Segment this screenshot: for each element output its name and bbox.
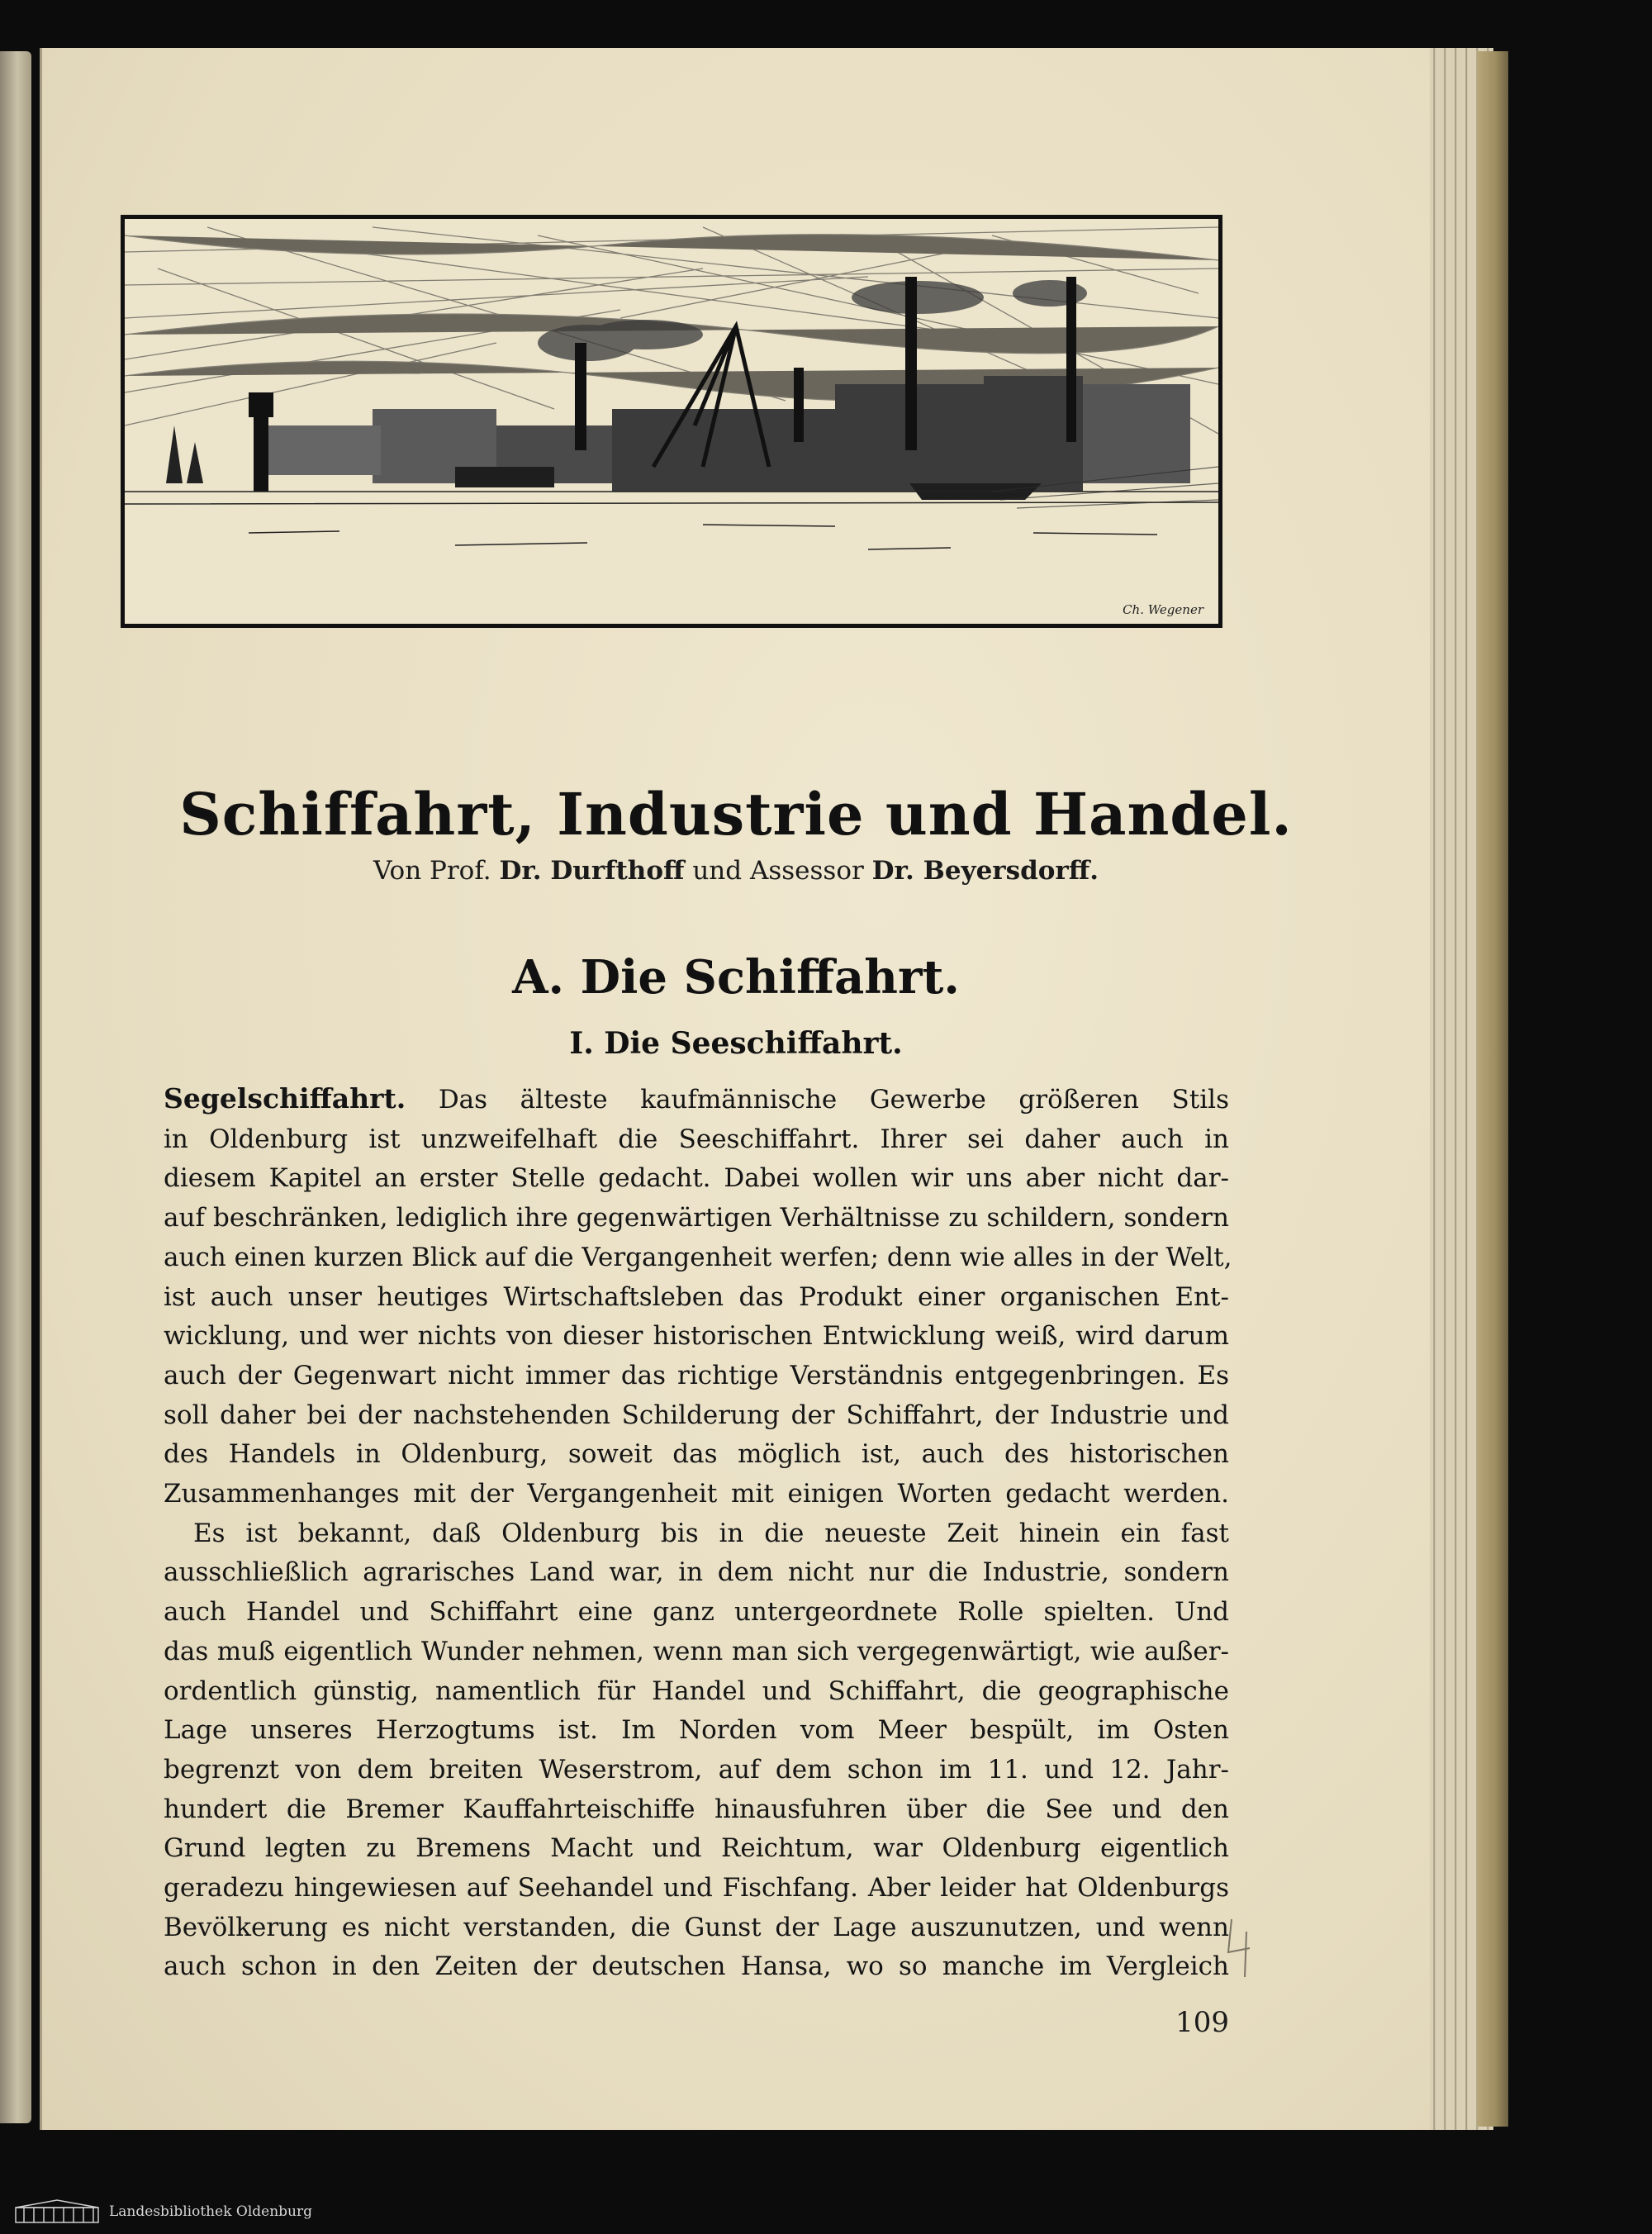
text-line: auch der Gegenwart nicht immer das richtige Verständnis entgegenbringen. Es [164, 1360, 1229, 1390]
byline [42, 856, 1430, 886]
text-line: Zusammenhanges mit der Vergangenheit mit einigen Worten gedacht werden. [164, 1479, 1229, 1509]
byline-middle: und Assessor [692, 856, 864, 886]
library-building-icon [12, 2198, 102, 2226]
text-line: ordentlich günstig, namentlich für Handel und Schiffahrt, die geographische [164, 1676, 1229, 1706]
text-line: auch schon in den Zeiten der deutschen Hansa, wo so manche im Vergleich [164, 1951, 1229, 1982]
text-line: diesem Kapitel an erster Stelle gedacht. Dabei wollen wir uns aber nicht dar- [164, 1163, 1229, 1194]
text-line: ist auch unser heutiges Wirtschaftsleben das Produkt einer organischen Ent- [164, 1281, 1229, 1312]
text-line: Bevölkerung es nicht verstanden, die Gunst der Lage auszunutzen, und wenn [164, 1912, 1229, 1942]
byline-prefix: Von Prof. [373, 856, 491, 886]
previous-page-edge [0, 51, 31, 2123]
engraver-signature: Ch. Wegener [1123, 602, 1203, 617]
text-line: Grund legten zu Bremens Macht und Reichtum, war Oldenburg eigentlich [164, 1833, 1229, 1864]
text-line: in Oldenburg ist unzweifelhaft die Seeschiffahrt. Ihrer sei daher auch in [164, 1124, 1229, 1154]
pencil-annotation [1223, 1915, 1256, 1981]
text-line: hundert die Bremer Kauffahrteischiffe hinausfuhren über die See und den [164, 1794, 1229, 1824]
chapter-title: Schiffahrt, Industrie und Handel. [179, 780, 1293, 848]
book-page [40, 48, 1430, 2130]
text-line: des Handels in Oldenburg, soweit das möglich ist, auch des historischen [164, 1439, 1229, 1470]
text-line: auf beschränken, lediglich ihre gegenwärtigen Verhältnisse zu schildern, sondern [164, 1203, 1229, 1233]
harbor-illustration [125, 219, 1218, 624]
text-line: auch Handel und Schiffahrt eine ganz untergeordnete Rolle spielten. Und [164, 1597, 1229, 1628]
text-line: geradezu hingewiesen auf Seehandel und Fischfang. Aber leider hat Oldenburgs [164, 1873, 1229, 1904]
text-line: Segelschiffahrt. Das älteste kaufmännische Gewerbe größeren Stils [164, 1082, 1229, 1115]
author-2: Dr. Beyersdorff. [871, 856, 1099, 886]
text-line: Es ist bekannt, daß Oldenburg bis in die neueste Zeit hinein ein fast [193, 1518, 1229, 1548]
author-1: Dr. Durfthoff [499, 856, 685, 886]
text-line: ausschließlich agrarisches Land war, in dem nicht nur die Industrie, sondern [164, 1557, 1229, 1588]
subsection-title: I. Die Seeschiffahrt. [569, 1026, 903, 1061]
text-line: das muß eigentlich Wunder nehmen, wenn man sich vergegenwärtigt, wie außer- [164, 1636, 1229, 1666]
library-label: Landesbibliothek Oldenburg [109, 2203, 313, 2220]
page-number: 109 [1175, 2006, 1229, 2039]
text-line: soll daher bei der nachstehenden Schilderung der Schiffahrt, der Industrie und [164, 1400, 1229, 1430]
harbor-engraving [121, 215, 1222, 628]
footer-bar [0, 2191, 1652, 2234]
section-title: A. Die Schiffahrt. [512, 950, 960, 1005]
text-line: begrenzt von dem breiten Weserstrom, auf dem schon im 11. und 12. Jahr- [164, 1754, 1229, 1785]
body-text [164, 1079, 1232, 1987]
book-cover-edge [1477, 51, 1508, 2127]
text-line: Lage unseres Herzogtums ist. Im Norden vom Meer bespült, im Osten [164, 1715, 1229, 1746]
paragraph-lead: Segelschiffahrt. [164, 1082, 406, 1115]
text-line: auch einen kurzen Blick auf die Vergangenheit werfen; denn wie alles in der Welt, [164, 1242, 1232, 1272]
text-line: wicklung, und wer nichts von dieser historischen Entwicklung weiß, wird darum [164, 1321, 1229, 1352]
